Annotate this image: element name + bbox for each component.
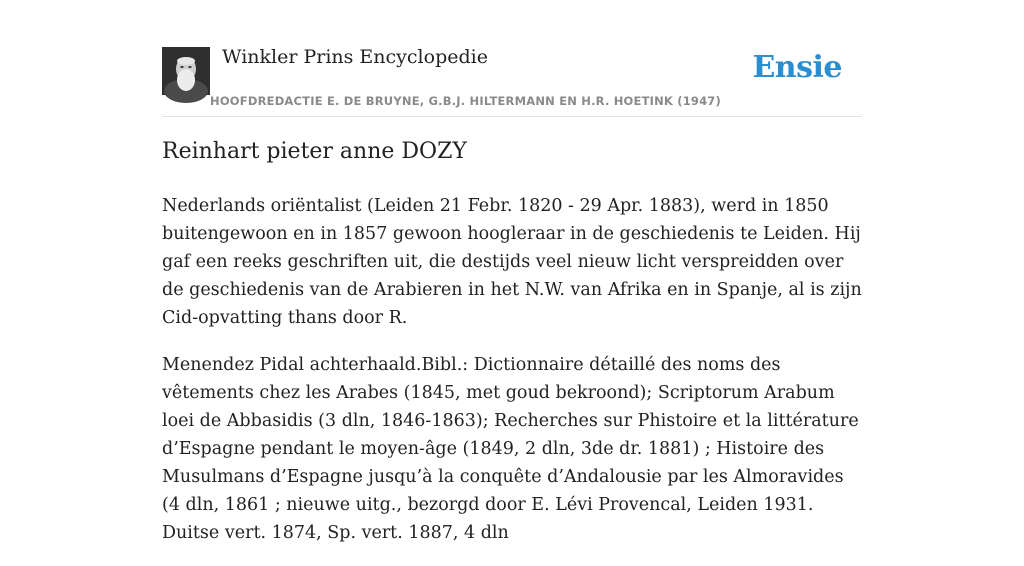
- article-paragraph: Nederlands oriëntalist (Leiden 21 Febr. 1820 - 29 Apr. 1883), werd in 1850 buitengewoon en in 1857 gewoon hoogleraar in de geschiedenis te Leiden. Hij gaf een reeks geschriften uit, die destijds veel nieuw licht verspreidden over de geschiedenis van de Arabieren in het N.W. van Afrika en in Spanje, al is zijn Cid-opvatting thans door R.: [162, 196, 862, 328]
- article-title: Reinhart pieter anne DOZY: [162, 139, 467, 164]
- source-subtitle: HOOFDREDACTIE E. DE BRUYNE, G.B.J. HILTERMANN EN H.R. HOETINK (1947): [210, 94, 721, 108]
- article-paragraph: Menendez Pidal achterhaald.Bibl.: Dictionnaire détaillé des noms des vêtements chez les Arabes (1845, met goud bekroond); Scriptorum Arabum loei de Abbasidis (3 dln, 1846-1863); Recherches sur Phistoire et la littérature d’Espagne pendant le moyen-âge (1849, 2 dln, 3de dr. 1881) ; Histoire des Musulmans d’Espagne jusqu’à la conquête d’Andalousie par les Almoravides (4 dln, 1861 ; nieuwe uitg., bezorgd door E. Lévi Provencal, Leiden 1931. Duitse vert. 1874, Sp. vert. 1887, 4 dln: [162, 355, 859, 543]
- source-header: [162, 40, 862, 117]
- portrait-image: [162, 47, 210, 95]
- article-body: [162, 192, 862, 566]
- author-avatar: [162, 47, 210, 95]
- source-title[interactable]: Winkler Prins Encyclopedie: [222, 46, 488, 68]
- ensie-logo[interactable]: Ensie: [752, 50, 842, 85]
